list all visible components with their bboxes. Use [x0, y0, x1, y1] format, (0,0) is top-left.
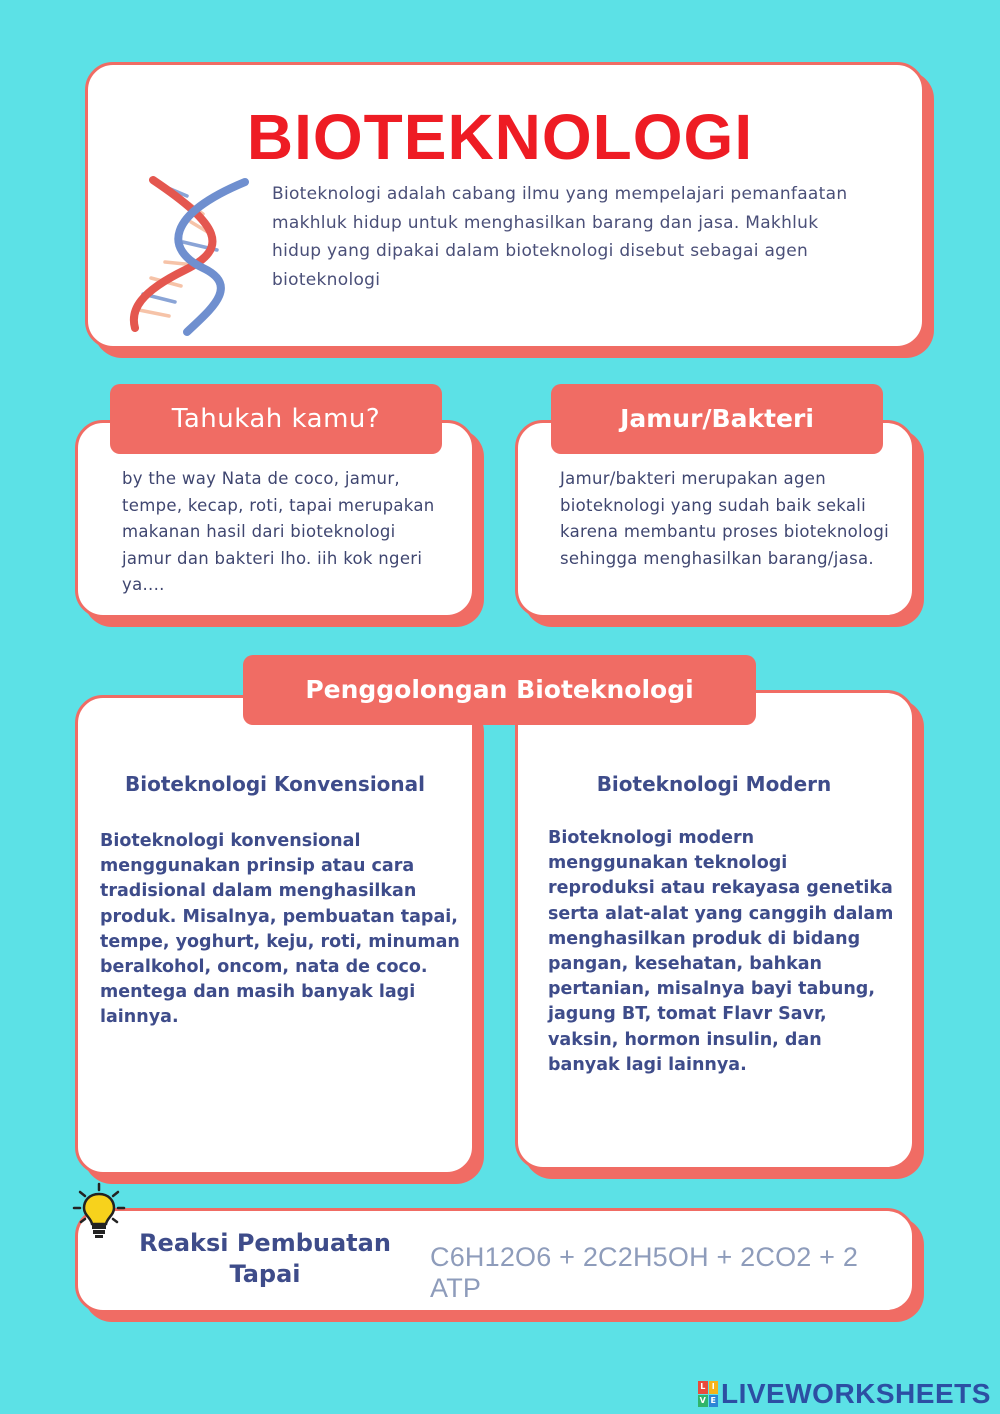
logo-text: LIVEWORKSHEETS [721, 1378, 991, 1409]
jamur-label: Jamur/Bakteri [551, 384, 883, 454]
reaction-formula: C6H12O6 + 2C2H5OH + 2CO2 + 2 ATP [430, 1242, 859, 1303]
logo-badge-icon: L I V E [698, 1381, 718, 1407]
liveworksheets-logo[interactable] [698, 1378, 991, 1410]
jamur-text: Jamur/bakteri merupakan agen bioteknologi yang sudah baik sekali karena membantu proses bioteknologi sehingga menghasilkan barang/jasa. [560, 469, 889, 568]
konvensional-heading: Bioteknologi Konvensional [124, 772, 426, 796]
tahukah-text: by the way Nata de coco, jamur, tempe, kecap, roti, tapai merupakan makanan hasil dari bioteknologi jamur dan bakteri lho. iih kok ngeri ya.... [122, 469, 435, 594]
modern-text: Bioteknologi modern menggunakan teknologi reproduksi atau rekayasa genetika serta alat-alat yang canggih dalam menghasilkan produk di bidang pangan, kesehatan, bahkan pertanian, misalnya bayi tabung, jagung BT, tomat Flavr Savr, vaksin, hormon insulin, dan banyak lagi lainnya. [548, 828, 894, 1075]
dna-helix-icon [125, 170, 255, 340]
penggolongan-label: Penggolongan Bioteknologi [243, 655, 756, 725]
page-title: BIOTEKNOLOGI [246, 101, 754, 173]
konvensional-text: Bioteknologi konvensional menggunakan prinsip atau cara tradisional dalam menghasilkan produk. Misalnya, pembuatan tapai, tempe, yoghurt, keju, roti, minuman beralkohol, oncom, nata de coco. mentega dan masih banyak lagi lainnya. [100, 831, 460, 1028]
modern-heading: Bioteknologi Modern [596, 772, 832, 796]
tahukah-label: Tahukah kamu? [110, 384, 442, 454]
reaksi-label: Reaksi Pembuatan Tapai [139, 1229, 391, 1288]
intro-text: Bioteknologi adalah cabang ilmu yang mempelajari pemanfaatan makhluk hidup untuk menghasilkan barang dan jasa. Makhluk hidup yang dipakai dalam bioteknologi disebut sebagai agen bioteknologi [272, 184, 848, 290]
